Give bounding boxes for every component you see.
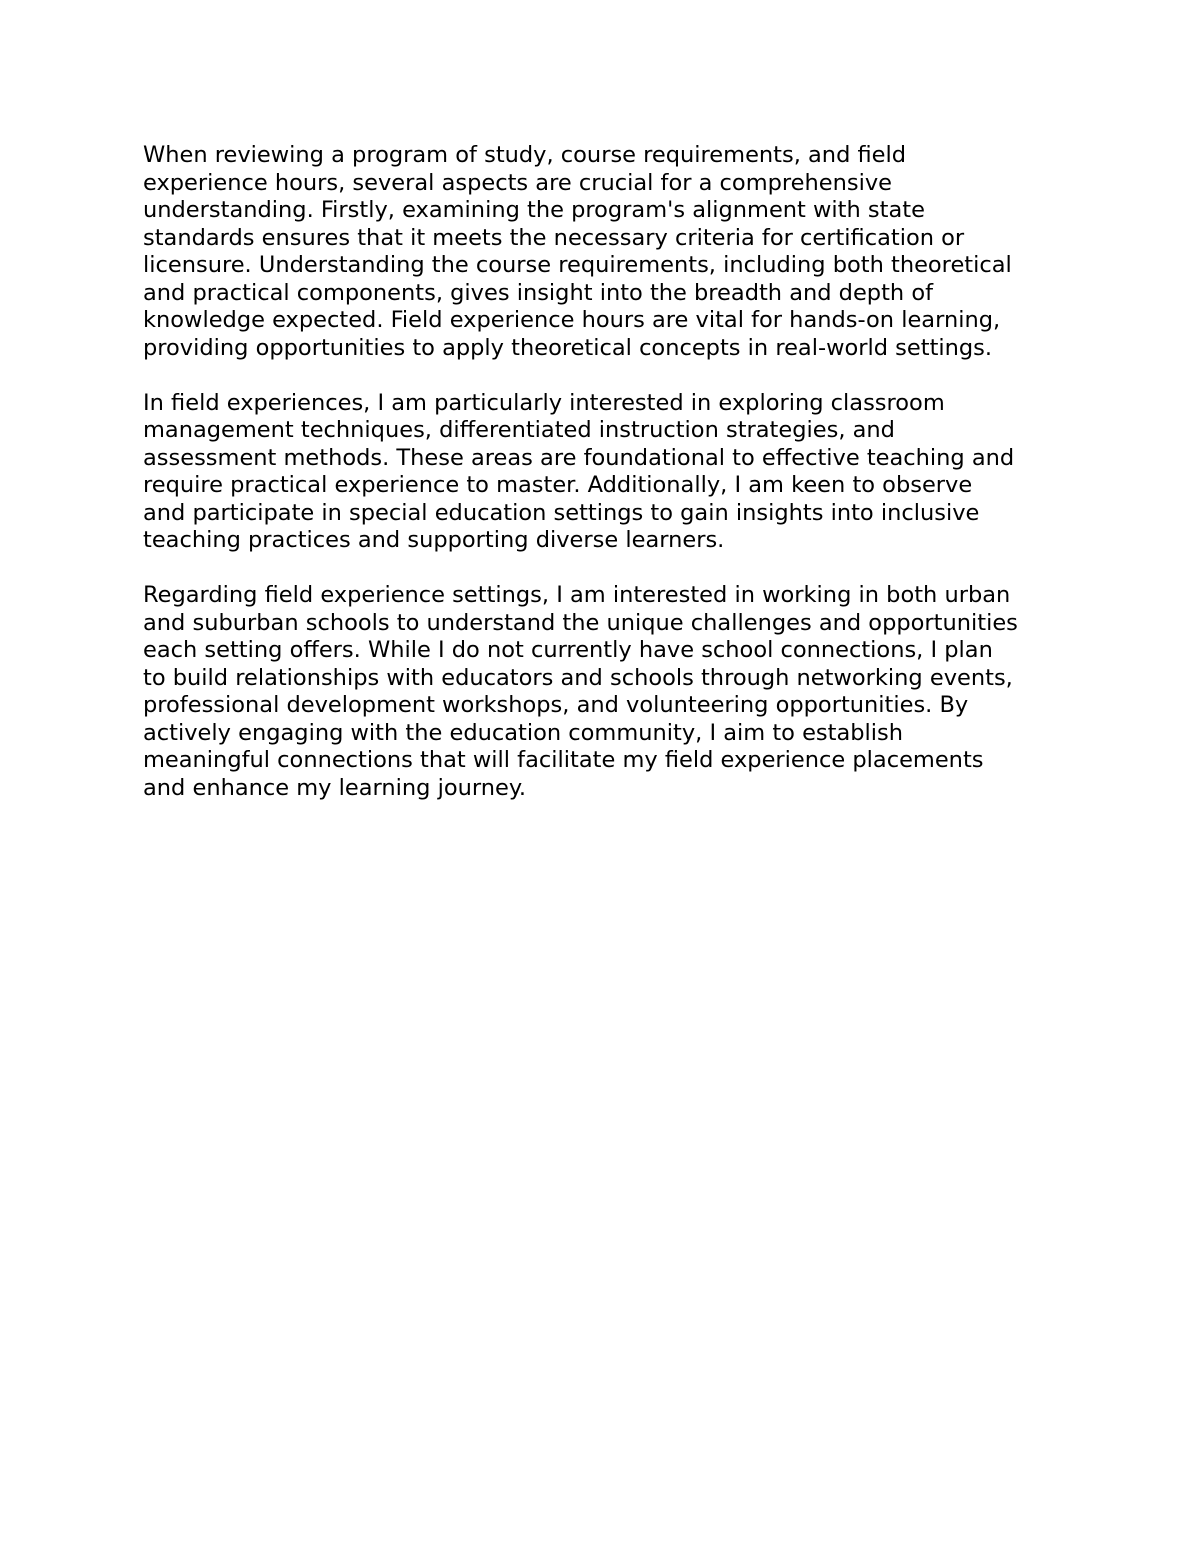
text-line: experience hours, several aspects are crucial for a comprehensive <box>143 169 892 196</box>
text-line: assessment methods. These areas are foundational to effective teaching and <box>143 444 1015 471</box>
text-line: and practical components, gives insight into the breadth and depth of <box>143 279 934 306</box>
text-line: licensure. Understanding the course requirements, including both theoretical <box>143 252 1012 278</box>
text-line: and participate in special education settings to gain insights into inclusive <box>143 499 980 526</box>
text-line: to build relationships with educators and schools through networking events, <box>143 664 1013 691</box>
document-body <box>143 142 1083 830</box>
text-line: When reviewing a program of study, course requirements, and field <box>143 142 907 168</box>
text-line: understanding. Firstly, examining the program's alignment with state <box>143 197 925 223</box>
paragraph-field-settings <box>143 582 1083 802</box>
text-line: teaching practices and supporting diverse learners. <box>143 527 725 553</box>
text-line: Regarding field experience settings, I am interested in working in both urban <box>143 582 1011 608</box>
text-line: and suburban schools to understand the unique challenges and opportunities <box>143 609 1018 636</box>
text-line: require practical experience to master. Additionally, I am keen to observe <box>143 472 973 498</box>
text-line: In field experiences, I am particularly interested in exploring classroom <box>143 389 945 416</box>
text-line: knowledge expected. Field experience hours are vital for hands-on learning, <box>143 307 1001 333</box>
paragraph-program-review <box>143 142 1083 362</box>
text-line: management techniques, differentiated instruction strategies, and <box>143 417 895 443</box>
text-line: providing opportunities to apply theoretical concepts in real-world settings. <box>143 334 993 361</box>
text-line: professional development workshops, and volunteering opportunities. By <box>143 692 969 718</box>
text-line: meaningful connections that will facilitate my field experience placements <box>143 747 984 773</box>
text-line: each setting offers. While I do not currently have school connections, I plan <box>143 637 993 663</box>
text-line: actively engaging with the education community, I aim to establish <box>143 719 904 746</box>
text-line: and enhance my learning journey. <box>143 774 527 801</box>
paragraph-field-interests <box>143 390 1083 555</box>
text-line: standards ensures that it meets the necessary criteria for certification or <box>143 224 965 251</box>
